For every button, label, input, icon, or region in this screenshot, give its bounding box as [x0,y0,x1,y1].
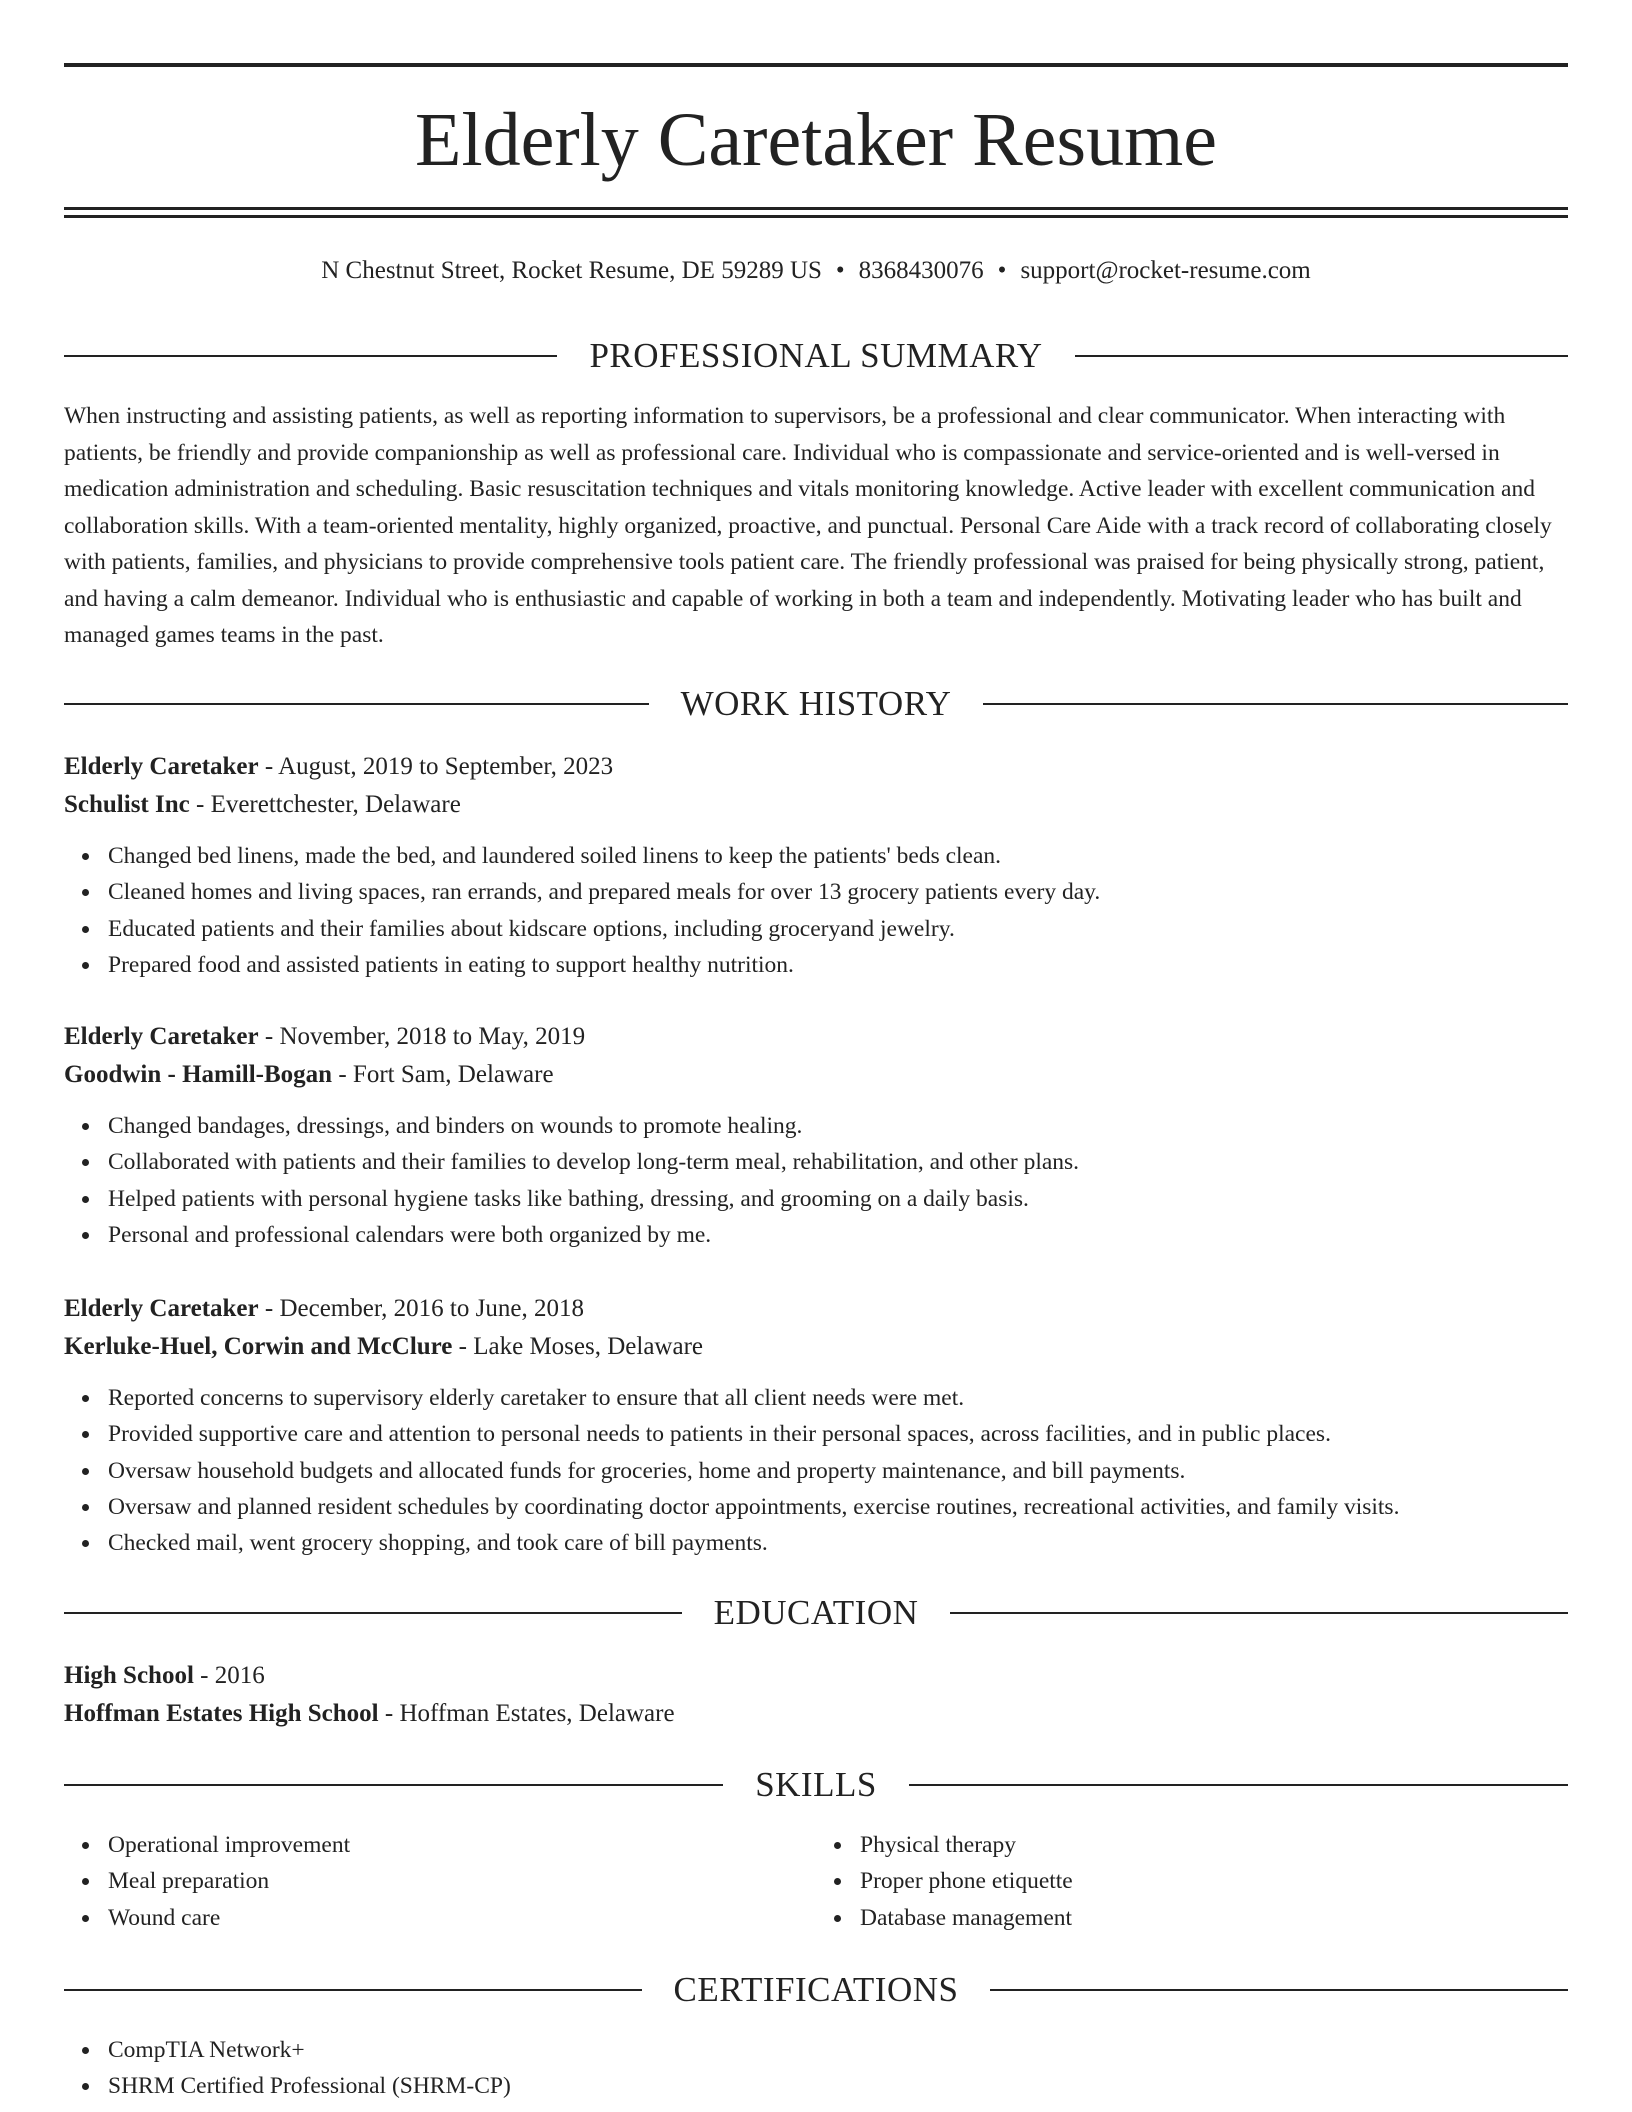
duty-item: Collaborated with patients and their families to develop long-term meal, rehabilitation, and other plans. [108,1144,1568,1180]
job-dates: December, 2016 to June, 2018 [279,1295,584,1322]
contact-separator: • [835,257,845,284]
education-school: Hoffman Estates High School [64,1700,379,1727]
skill-item: Wound care [108,1900,816,1936]
title-double-rule [64,207,1568,219]
section-title: EDUCATION [713,1593,919,1632]
education-location: Hoffman Estates, Delaware [399,1700,675,1727]
skill-item: Database management [860,1900,1568,1936]
job-title: Elderly Caretaker [64,1295,259,1322]
job-entry: Elderly Caretaker - December, 2016 to June, 2018 Kerluke-Huel, Corwin and McClure - Lake Moses, Delaware Reported concerns to supervisory elderly caretaker to ensure that all client needs were met. Provided supportive care and attention to personal needs to patients in their personal spaces, across facilities, and in public places. Oversaw household budgets and allocated funds for groceries, home and property maintenance, and bill payments. Oversaw and planned resident schedules by coordinating doctor appointments, exercise routines, recreational activities, and family visits. Checked mail, went grocery shopping, and took care of bill payments. [64,1290,1568,1561]
skill-item: Physical therapy [860,1827,1568,1863]
duty-item: Helped patients with personal hygiene tasks like bathing, dressing, and grooming on a daily basis. [108,1181,1568,1217]
job-company: Goodwin - Hamill-Bogan [64,1061,333,1088]
job-dates: August, 2019 to September, 2023 [278,753,614,780]
contact-address: N Chestnut Street, Rocket Resume, DE 59289 US [321,257,822,284]
duty-item: Changed bed linens, made the bed, and laundered soiled linens to keep the patients' beds clean. [108,838,1568,874]
skill-item: Operational improvement [108,1827,816,1863]
education-entry: High School - 2016 Hoffman Estates High School - Hoffman Estates, Delaware [64,1662,675,1727]
summary-paragraph: When instructing and assisting patients, as well as reporting information to supervisors, be a professional and clear communicator. When interacting with patients, be friendly and provide companionship as well as professional care. Individual who is compassionate and service-oriented and is well-versed in medication administration and scheduling. Basic resuscitation techniques and vitals monitoring knowledge. Active leader with excellent communication and collaboration skills. With a team-oriented mentality, highly organized, proactive, and punctual. Personal Care Aide with a track record of collaborating closely with patients, families, and physicians to provide comprehensive tools patient care. The friendly professional was praised for being physically strong, patient, and having a calm demeanor. Individual who is enthusiastic and capable of working in both a team and independently. Motivating leader who has built and managed games teams in the past. [64,403,1552,648]
duty-item: Changed bandages, dressings, and binders on wounds to promote healing. [108,1108,1568,1144]
duty-item: Prepared food and assisted patients in eating to support healthy nutrition. [108,947,1568,983]
job-duties [64,1380,1568,1561]
certification-item: SHRM Certified Professional (SHRM-CP) [108,2068,1568,2104]
section-heading-skills [64,1763,1568,1807]
certifications-list [64,2032,1568,2105]
job-dates: November, 2018 to May, 2019 [279,1023,586,1050]
contact-phone: 8368430076 [858,257,984,284]
section-heading-certifications [64,1968,1568,2012]
job-title: Elderly Caretaker [64,1023,259,1050]
duty-item: Cleaned homes and living spaces, ran errands, and prepared meals for over 13 grocery patients every day. [108,874,1568,910]
skill-item: Proper phone etiquette [860,1863,1568,1899]
section-title: SKILLS [755,1765,877,1804]
section-heading-work-history [64,682,1568,726]
job-company: Schulist Inc [64,791,190,818]
job-location: Everettchester, Delaware [210,791,461,818]
job-entry: Elderly Caretaker - November, 2018 to May, 2019 Goodwin - Hamill-Bogan - Fort Sam, Delaware Changed bandages, dressings, and binders on wounds to promote healing. Collaborated with patients and their families to develop long-term meal, rehabilitation, and other plans. Helped patients with personal hygiene tasks like bathing, dressing, and grooming on a daily basis. Personal and professional calendars were both organized by me. [64,1018,1568,1253]
duty-item: Checked mail, went grocery shopping, and took care of bill payments. [108,1525,1568,1561]
section-heading-education [64,1591,1568,1635]
duty-item: Personal and professional calendars were both organized by me. [108,1217,1568,1253]
section-title: PROFESSIONAL SUMMARY [589,336,1043,375]
resume-title: Elderly Caretaker Resume [415,98,1217,182]
section-title: WORK HISTORY [680,684,952,723]
job-duties [64,1108,1568,1253]
skills-column-left [64,1827,816,1936]
duty-item: Oversaw household budgets and allocated funds for groceries, home and property maintenance, and bill payments. [108,1453,1568,1489]
job-location: Fort Sam, Delaware [352,1061,554,1088]
education-degree: High School [64,1662,194,1689]
skill-item: Meal preparation [108,1863,816,1899]
skills-column-right [816,1827,1568,1936]
top-rule [64,63,1568,67]
job-duties [64,838,1568,983]
contact-line [64,254,1568,288]
duty-item: Provided supportive care and attention to personal needs to patients in their personal spaces, across facilities, and in public places. [108,1416,1568,1452]
job-entry: Elderly Caretaker - August, 2019 to September, 2023 Schulist Inc - Everettchester, Delaware Changed bed linens, made the bed, and laundered soiled linens to keep the patients' beds clean. Cleaned homes and living spaces, ran errands, and prepared meals for over 13 grocery patients every day. Educated patients and their families about kidscare options, including groceryand jewelry. Prepared food and assisted patients in eating to support healthy nutrition. [64,748,1568,983]
skills-list [64,1827,1568,1936]
certification-item: CompTIA Network+ [108,2032,1568,2068]
duty-item: Educated patients and their families about kidscare options, including groceryand jewelry. [108,911,1568,947]
job-location: Lake Moses, Delaware [473,1333,703,1360]
contact-separator: • [997,257,1007,284]
section-heading-summary [64,334,1568,378]
duty-item: Reported concerns to supervisory elderly caretaker to ensure that all client needs were met. [108,1380,1568,1416]
duty-item: Oversaw and planned resident schedules by coordinating doctor appointments, exercise routines, recreational activities, and family visits. [108,1489,1568,1525]
job-company: Kerluke-Huel, Corwin and McClure [64,1333,453,1360]
contact-email: support@rocket-resume.com [1020,257,1311,284]
section-title: CERTIFICATIONS [673,1970,959,2009]
job-title: Elderly Caretaker [64,753,259,780]
education-year: 2016 [214,1662,265,1689]
